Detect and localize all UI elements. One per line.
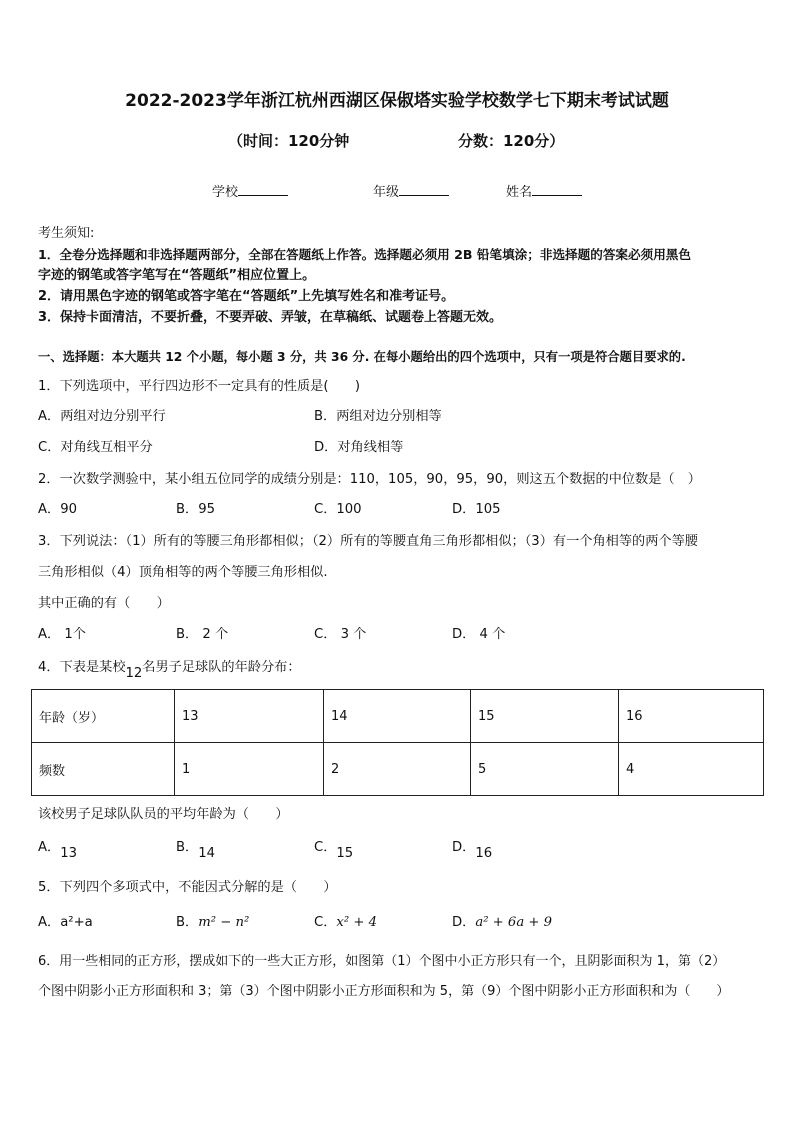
q5-option-a: A．a²+a (38, 915, 93, 930)
question-6: 6．用一些相同的正方形，摆成如下的一些大正方形，如图第（1）个图中小正方形只有一个，且阴影面积为 1，第（2） (38, 954, 726, 969)
question-4: 4．下表是某校12名男子足球队的年龄分布： (38, 660, 301, 681)
school-field: 学校 (212, 181, 288, 200)
age-distribution-table (31, 689, 764, 796)
q4-option-c: C．15 (314, 840, 354, 861)
name-field: 姓名 (506, 181, 582, 200)
notice-item: 1．全卷分选择题和非选择题两部分，全部在答题纸上作答。选择题必须用 2B 铅笔填涂；非选择题的答案必须用黑色 (38, 247, 691, 262)
q1-option-c: C．对角线互相平分 (38, 440, 153, 455)
table-row: 年龄（岁） 13 14 15 16 (32, 690, 764, 743)
notice-heading: 考生须知: (38, 226, 95, 241)
q4-option-d: D．16 (452, 840, 493, 861)
question-2: 2．一次数学测验中，某小组五位同学的成绩分别是：110，105，90，95，90，则这五个数据的中位数是（ ） (38, 472, 701, 487)
notice-item: 字迹的钢笔或答字笔写在“答题纸”相应位置上。 (38, 268, 316, 283)
q2-option-a: A．90 (38, 502, 77, 517)
question-3-prompt: 其中正确的有（ ） (38, 596, 170, 611)
q3-option-a: A． 1个 (38, 627, 86, 642)
q4-option-a: A．13 (38, 840, 77, 861)
question-5: 5．下列四个多项式中，不能因式分解的是（ ） (38, 880, 337, 895)
q3-option-d: D． 4 个 (452, 627, 506, 642)
q5-option-b: B．m² − n² (176, 915, 250, 930)
q5-option-d: D．a² + 6a + 9 (452, 915, 553, 930)
question-3-cont: 三角形相似（4）顶角相等的两个等腰三角形相似. (38, 565, 328, 580)
notice-item: 3．保持卡面清洁，不要折叠，不要弄破、弄皱，在草稿纸、试题卷上答题无效。 (38, 310, 503, 325)
q1-option-a: A．两组对边分别平行 (38, 409, 166, 424)
q1-option-b: B．两组对边分别相等 (314, 409, 442, 424)
page-title: 2022-2023学年浙江杭州西湖区保俶塔实验学校数学七下期末考试试题 (125, 91, 669, 111)
q4-option-b: B．14 (176, 840, 216, 861)
question-6-cont: 个图中阴影小正方形面积和 3；第（3）个图中阴影小正方形面积和为 5，第（9）个图中阴影小正方形面积和为（ ） (38, 984, 730, 999)
grade-field: 年级 (373, 181, 449, 200)
question-4-prompt: 该校男子足球队队员的平均年龄为（ ） (38, 807, 289, 822)
q2-option-b: B．95 (176, 502, 216, 517)
section-heading: 一、选择题：本大题共 12 个小题，每小题 3 分，共 36 分. 在每小题给出的四个选项中，只有一项是符合题目要求的. (38, 350, 686, 364)
question-1: 1．下列选项中，平行四边形不一定具有的性质是( ) (38, 379, 360, 394)
q3-option-c: C． 3 个 (314, 627, 367, 642)
q2-option-c: C．100 (314, 502, 362, 517)
time-label: （时间：120分钟 (228, 132, 350, 150)
notice-item: 2．请用黑色字迹的钢笔或答字笔在“答题纸”上先填写姓名和准考证号。 (38, 289, 455, 304)
q5-option-c: C．x² + 4 (314, 915, 377, 930)
score-label: 分数：120分） (458, 132, 565, 150)
question-3: 3．下列说法：（1）所有的等腰三角形都相似；（2）所有的等腰直角三角形都相似；（3）有一个角相等的两个等腰 (38, 534, 698, 549)
q3-option-b: B． 2 个 (176, 627, 229, 642)
q2-option-d: D．105 (452, 502, 501, 517)
q1-option-d: D．对角线相等 (314, 440, 404, 455)
table-row: 频数 1 2 5 4 (32, 743, 764, 796)
